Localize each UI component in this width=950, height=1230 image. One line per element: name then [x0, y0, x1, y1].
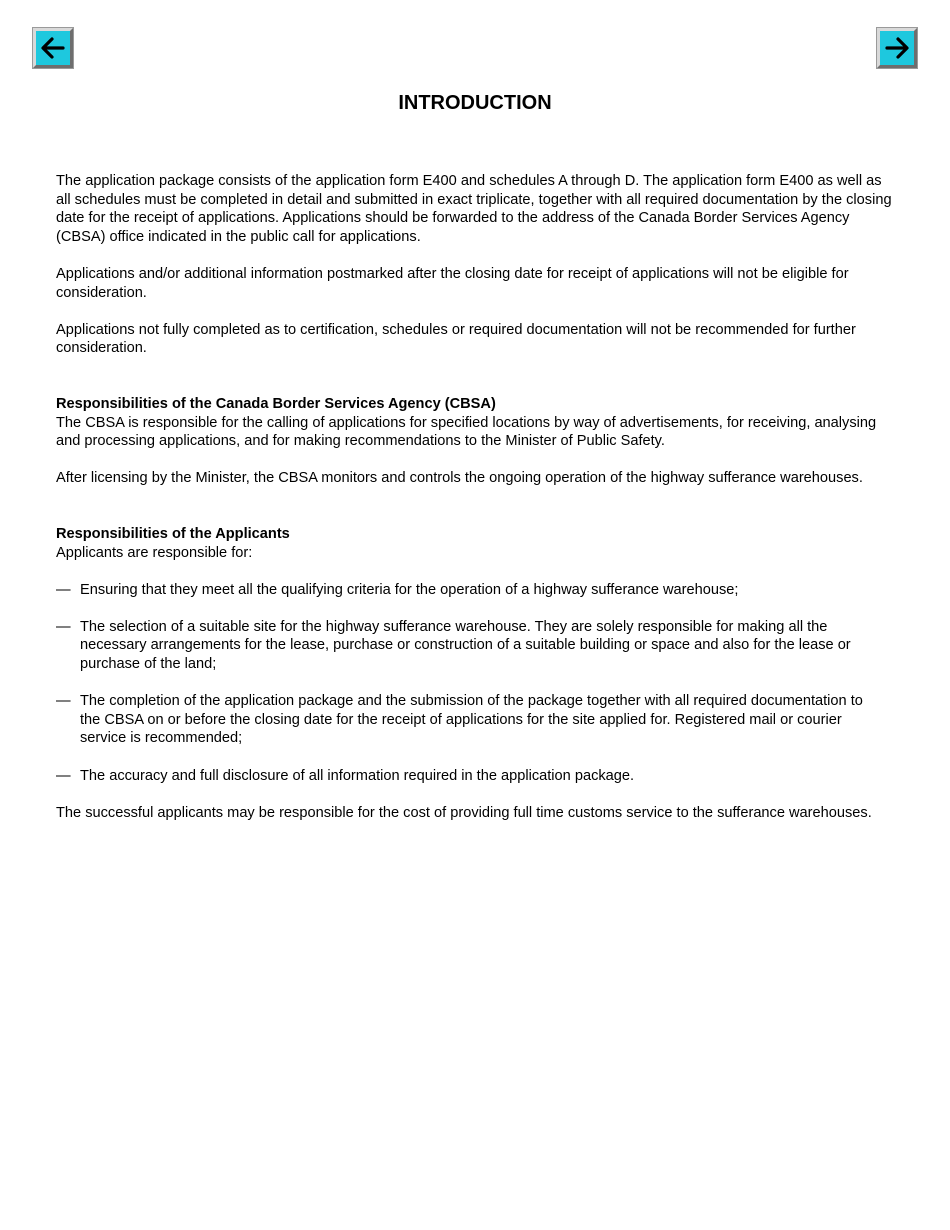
bullet-dash: —	[56, 693, 71, 710]
arrow-left-icon	[40, 36, 66, 60]
section-heading-cbsa: Responsibilities of the Canada Border Services Agency (CBSA)	[56, 395, 496, 412]
section-heading-applicants: Responsibilities of the Applicants	[56, 525, 290, 542]
list-item-text: The accuracy and full disclosure of all information required in the application package.	[80, 767, 635, 784]
arrow-right-icon	[884, 36, 910, 60]
document-body	[56, 172, 896, 822]
page-title: INTRODUCTION	[398, 92, 552, 114]
applicants-lead: Applicants are responsible for:	[56, 544, 253, 561]
intro-paragraph: The application package consists of the application form E400 and schedules A through D. The application form E400 as well as all schedules must be completed in detail and submitted in exact triplicate, together with all required documentation by the closing date for the receipt of applications. Applications should be forwarded to the address of the Canada Border Services Agency (CBSA) office indicated in the public call for applications.	[56, 173, 892, 245]
closing-paragraph: The successful applicants may be responsible for the cost of providing full time customs service to the sufferance warehouses.	[56, 804, 872, 821]
list-item	[56, 692, 896, 748]
list-item-text: The completion of the application package and the submission of the package together with all required documentation to the CBSA on or before the closing date for the receipt of applications for the site applied for. Registered mail or courier service is recommended;	[80, 693, 863, 747]
list-item	[56, 581, 896, 600]
responsibilities-list	[56, 581, 896, 786]
next-page-button[interactable]	[877, 28, 917, 68]
bullet-dash: —	[56, 581, 71, 598]
cbsa-paragraph: After licensing by the Minister, the CBSA monitors and controls the ongoing operation of the highway sufferance warehouses.	[56, 470, 863, 487]
previous-page-button[interactable]	[33, 28, 73, 68]
bullet-dash: —	[56, 767, 71, 784]
list-item	[56, 618, 896, 674]
intro-paragraph: Applications and/or additional information postmarked after the closing date for receipt of applications will not be eligible for consideration.	[56, 265, 849, 301]
list-item-text: The selection of a suitable site for the highway sufferance warehouse. They are solely responsible for making all the necessary arrangements for the lease, purchase or construction of a suitable building or space and also for the lease or purchase of the land;	[80, 618, 851, 673]
bullet-dash: —	[56, 618, 71, 635]
cbsa-paragraph: The CBSA is responsible for the calling of applications for specified locations by way of advertisements, for receiving, analysing and processing applications, and for making recommendations to the Minister of Public Safety.	[56, 414, 877, 450]
list-item	[56, 767, 896, 786]
list-item-text: Ensuring that they meet all the qualifying criteria for the operation of a highway sufferance warehouse;	[80, 581, 739, 598]
intro-paragraph: Applications not fully completed as to certification, schedules or required documentation will not be recommended for further consideration.	[56, 321, 856, 357]
